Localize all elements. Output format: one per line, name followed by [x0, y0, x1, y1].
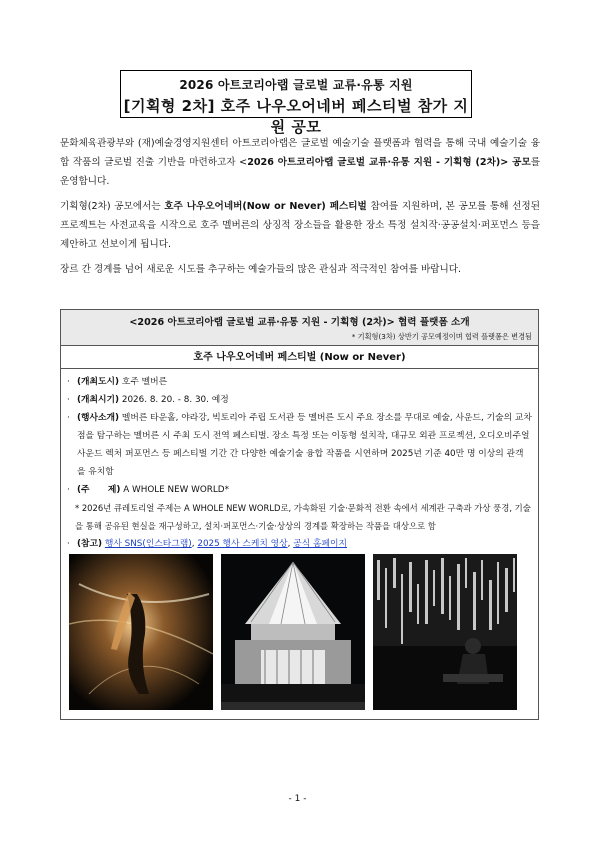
intro-p1-bold: 2026 아트코리아랩 글로벌 교류·유통 지원 - 기획형 (2차)> 공모 [247, 157, 531, 168]
bullet-mark: · [67, 539, 70, 549]
city-value: 호주 멜버른 [119, 377, 168, 387]
city-item [67, 373, 532, 391]
event-intro-value: 멜버른 타운홀, 야라강, 빅토리아 주립 도서관 등 멜버른 도시 주요 장소를 무대로 예술, 사운드, 기술의 교차점을 탐구하는 멜버른 시 주최 도시 전역 페스티벌. 장소 특정 또는 이동형 설치작, 대규모 외관 프로젝션, 오디오비주얼 사운드 렉처 퍼포먼스 등 페스티벌 기간 간 다양한 예술기술 융합 작품을 시연하며 2025년 기준 40만 명 이상의 관객을 유치함 [77, 413, 532, 477]
intro-paragraph-2 [60, 197, 540, 254]
bullet-mark: · [67, 377, 70, 387]
title-line-2: [기획형 2차] 호주 나우오어네버 페스티벌 참가 지원 공모 [123, 97, 469, 136]
intro-p2-bold: 호주 나우오어네버(Now or Never) 페스티벌 [164, 201, 367, 212]
reference-item [67, 535, 532, 553]
event-intro-item [67, 409, 532, 481]
platform-header-title: <2026 아트코리아랩 글로벌 교류·유통 지원 - 기획형 (2차)> 협력 플랫폼 소개 [129, 317, 470, 328]
official-homepage-link[interactable]: 공식 홈페이지 [293, 539, 347, 549]
city-label: (개최도시) [77, 377, 120, 387]
sketch-video-link[interactable]: 2025 행사 스케치 영상 [197, 539, 288, 549]
festival-photos [69, 554, 517, 710]
event-intro-label: (행사소개) [77, 413, 120, 423]
intro-p1-text: 문화체육관광부와 (재)예술경영지원센터 아트코리아랩은 글로벌 예술기술 플랫폼과 협력을 통해 국내 예술기술 융합 작품의 글로벌 진출 기반을 마련하고자 < [60, 138, 540, 168]
instagram-link[interactable]: 행사 SNS(인스타그램) [104, 539, 192, 549]
period-item [67, 391, 532, 409]
theme-note [67, 499, 532, 535]
intro-paragraph-3: 장르 간 경계를 넘어 새로운 시도를 추구하는 예술가들의 많은 관심과 적극적인 참여를 바랍니다. [60, 264, 462, 275]
reference-label: (참고) [77, 539, 103, 549]
page-number: - 1 - [288, 794, 307, 804]
link-separator: , [287, 539, 294, 549]
intro-p2-end: 참여를 지원하며, 본 공모를 통해 선정된 프로젝트는 사전교육을 시작으로 호주 멜버른의 상징적 장소들을 활용한 장소 특정 설치작·공공설치·퍼포먼스 등을 제안하고 선보이게 됩니다. [60, 201, 540, 250]
platform-body [61, 369, 538, 553]
theme-value: A WHOLE NEW WORLD* [120, 485, 229, 495]
title-line-1: 2026 아트코리아랩 글로벌 교류·유통 지원 [179, 78, 413, 92]
bullet-mark: · [67, 395, 70, 405]
intro-section [60, 134, 540, 285]
theme-note-text: * 2026년 큐레토리얼 주제는 A WHOLE NEW WORLD로, 가속화된 기술·문화적 전환 속에서 세계관 구축과 가상 풍경, 기술을 통해 공유된 현실을 재구성하고, 설치·퍼포먼스·기술·상상의 경계를 확장하는 작품을 대상으로 함 [75, 503, 531, 531]
intro-p1-end: 를 운영합니다. [60, 157, 541, 187]
bullet-mark: · [67, 485, 70, 495]
festival-title: 호주 나우오어네버 페스티벌 (Now or Never) [61, 346, 538, 369]
link-separator: , [191, 539, 198, 549]
intro-p2-text: 기획형(2차) 공모에서는 [60, 201, 165, 212]
platform-note: * 기획형(3차) 상반기 공모예정이며 협력 플랫폼은 변경됨 [351, 332, 532, 341]
platform-header [61, 310, 538, 346]
period-value: 2026. 8. 20. - 8. 30. 예정 [119, 395, 229, 405]
bullet-mark: · [67, 413, 70, 423]
platform-box [60, 309, 539, 720]
title-box [120, 70, 472, 136]
period-label: (개최시기) [77, 395, 120, 405]
performer-light-photo [69, 554, 213, 710]
theme-label: (주 제) [77, 485, 121, 495]
audiovisual-performance-photo [373, 554, 517, 710]
building-projection-photo [221, 554, 365, 710]
intro-paragraph-1 [60, 134, 540, 191]
theme-item [67, 481, 532, 499]
